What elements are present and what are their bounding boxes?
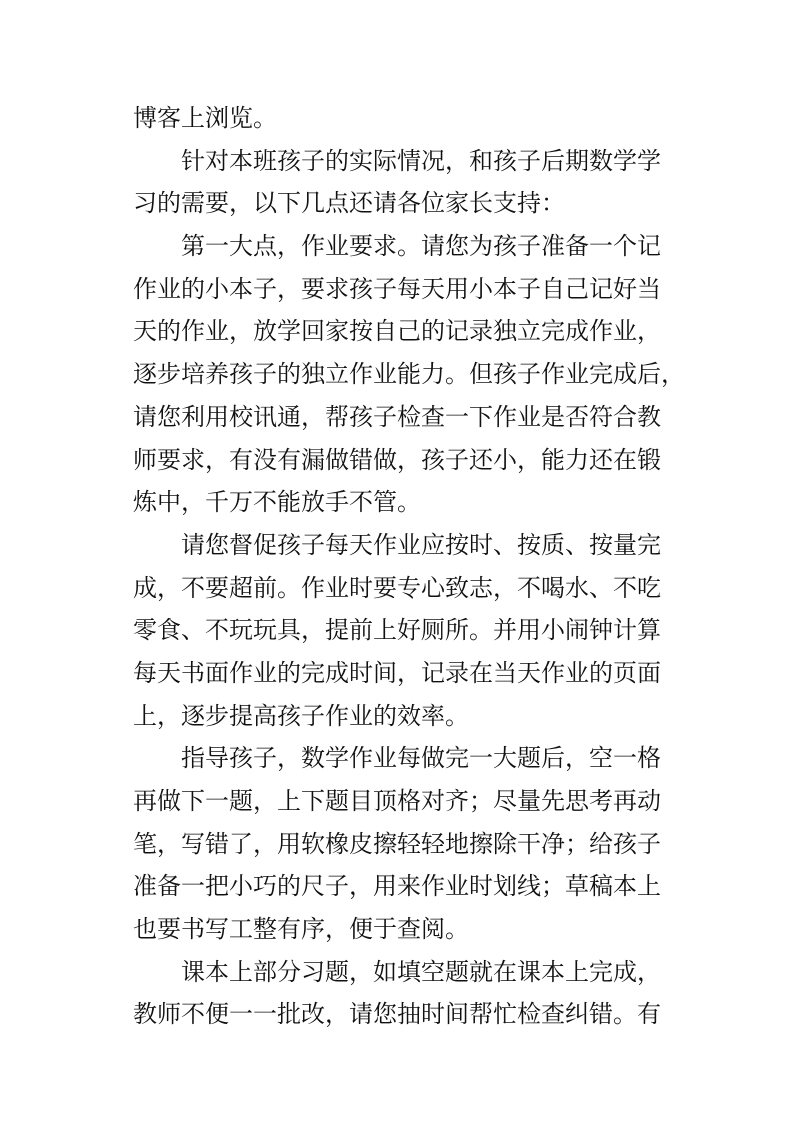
text-line: 博客上浏览。 <box>133 104 277 132</box>
text-line: 第一大点，作业要求。请您为孩子准备一个记 <box>181 232 661 261</box>
text-line: 针对本班孩子的实际情况，和孩子后期数学学 <box>181 146 661 175</box>
paragraph <box>133 951 693 1036</box>
text-line: 指导孩子，数学作业每做完一大题后，空一格 <box>181 744 661 773</box>
paragraph <box>133 140 693 225</box>
text-line: 请您利用校讯通，帮孩子检查一下作业是否符合教 <box>133 402 661 431</box>
text-line: 师要求，有没有漏做错做，孩子还小，能力还在锻 <box>133 445 661 474</box>
text-line: 请您督促孩子每天作业应按时、按质、按量完 <box>181 530 661 559</box>
paragraph <box>133 524 693 737</box>
paragraph <box>133 737 693 950</box>
text-line: 课本上部分习题，如填空题就在课本上完成， <box>181 957 661 986</box>
document-body <box>133 97 693 1036</box>
text-line: 成，不要超前。作业时要专心致志，不喝水、不吃 <box>133 573 661 602</box>
text-line: 逐步培养孩子的独立作业能力。但孩子作业完成后， <box>133 360 685 389</box>
text-line: 习的需要，以下几点还请各位家长支持： <box>133 189 565 218</box>
text-line: 教师不便一一批改，请您抽时间帮忙检查纠错。有 <box>133 1000 661 1029</box>
text-line: 炼中，千万不能放手不管。 <box>133 488 421 517</box>
text-line: 每天书面作业的完成时间，记录在当天作业的页面 <box>133 658 661 687</box>
text-line: 上，逐步提高孩子作业的效率。 <box>133 701 469 730</box>
text-line: 作业的小本子，要求孩子每天用小本子自己记好当 <box>133 274 661 303</box>
paragraph <box>133 225 693 524</box>
text-line: 再做下一题，上下题目顶格对齐；尽量先思考再动 <box>133 787 661 815</box>
paragraph <box>133 97 693 140</box>
text-line: 笔，写错了，用软橡皮擦轻轻地擦除干净；给孩子 <box>133 829 661 858</box>
text-line: 也要书写工整有序，便于查阅。 <box>133 915 469 944</box>
text-line: 天的作业，放学回家按自己的记录独立完成作业， <box>133 317 661 346</box>
text-line: 准备一把小巧的尺子，用来作业时划线；草稿本上 <box>133 872 661 901</box>
text-line: 零食、不玩玩具，提前上好厕所。并用小闹钟计算 <box>133 616 661 645</box>
